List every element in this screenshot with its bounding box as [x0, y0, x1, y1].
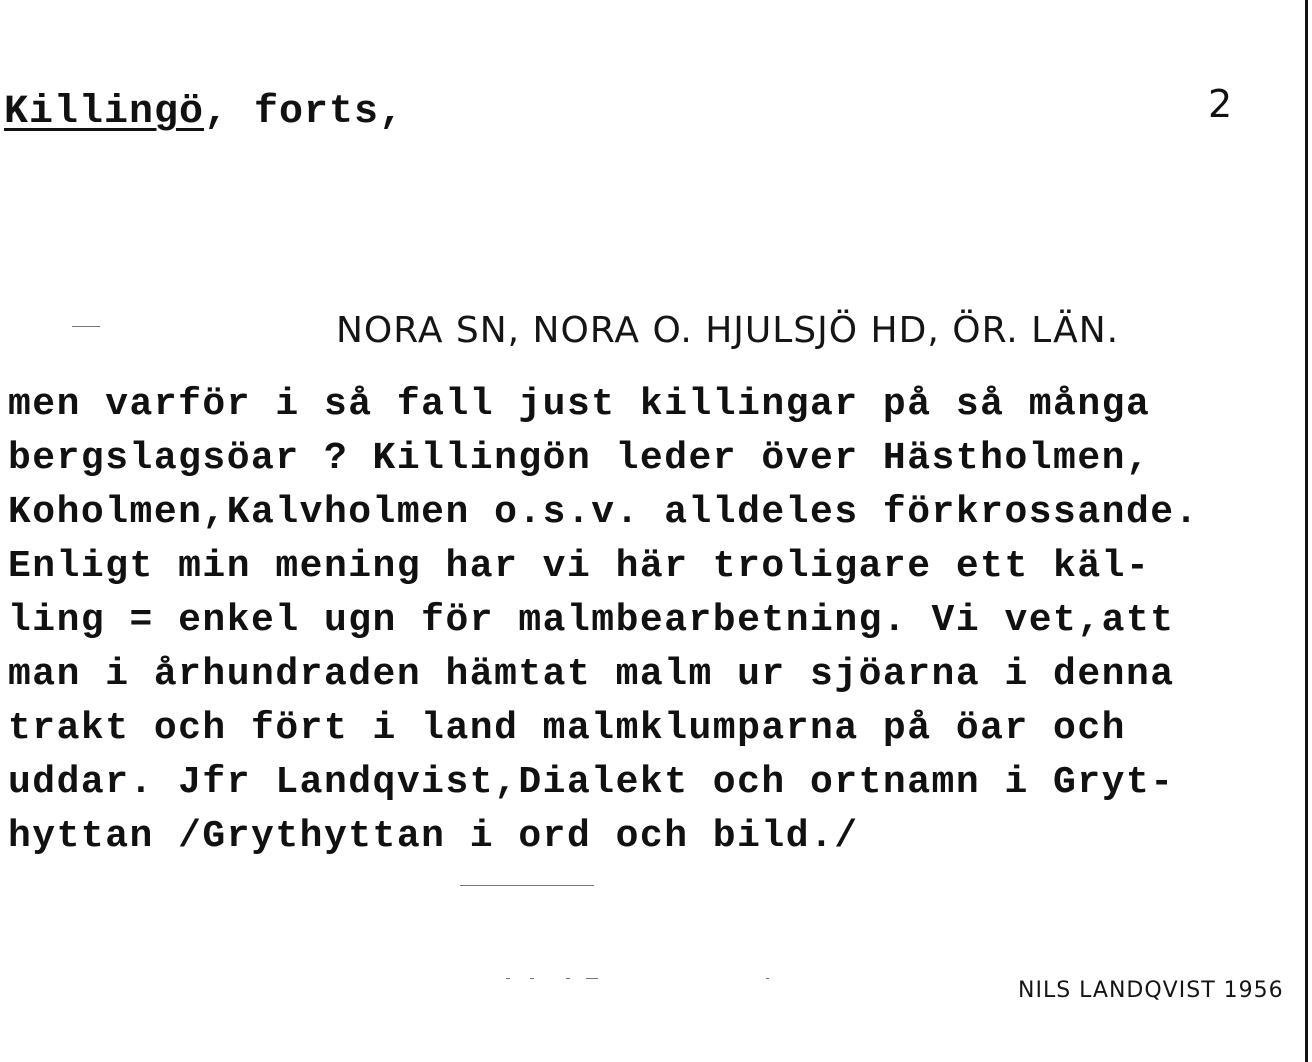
- scan-speck: [530, 978, 534, 979]
- parish-line: NORA SN, NORA O. HJULSJÖ HD, ÖR. LÄN.: [336, 310, 1120, 351]
- body-line: Koholmen,Kalvholmen o.s.v. alldeles förkrossande.: [8, 491, 1199, 534]
- body-line: hyttan /Grythyttan i ord och bild./: [8, 815, 859, 858]
- heading-continuation: , forts,: [204, 90, 405, 135]
- scan-speck: [72, 326, 100, 327]
- heading-place-name: Killingö: [4, 90, 205, 135]
- card-right-edge: [1305, 0, 1308, 1062]
- scan-speck: [766, 978, 769, 979]
- body-line: bergslagsöar ? Killingön leder över Hästholmen,: [8, 437, 1151, 480]
- body-line: ling = enkel ugn för malmbearbetning. Vi vet,att: [8, 599, 1175, 642]
- card-heading: [4, 90, 404, 135]
- scan-speck: [506, 978, 510, 979]
- body-line: Enligt min mening har vi här troligare ett käl-: [8, 545, 1151, 588]
- body-line: trakt och fört i land malmklumparna på öar och: [8, 707, 1126, 750]
- scan-speck: [460, 885, 594, 886]
- scan-speck: [566, 978, 570, 979]
- scan-speck: [586, 978, 598, 979]
- author-signature: NILS LANDQVIST 1956: [1018, 978, 1284, 1003]
- body-line: uddar. Jfr Landqvist,Dialekt och ortnamn i Gryt-: [8, 761, 1175, 804]
- page-number: 2: [1208, 82, 1233, 126]
- body-line: men varför i så fall just killingar på så många: [8, 383, 1151, 426]
- card-body-text: [8, 378, 1199, 864]
- body-line: man i århundraden hämtat malm ur sjöarna i denna: [8, 653, 1175, 696]
